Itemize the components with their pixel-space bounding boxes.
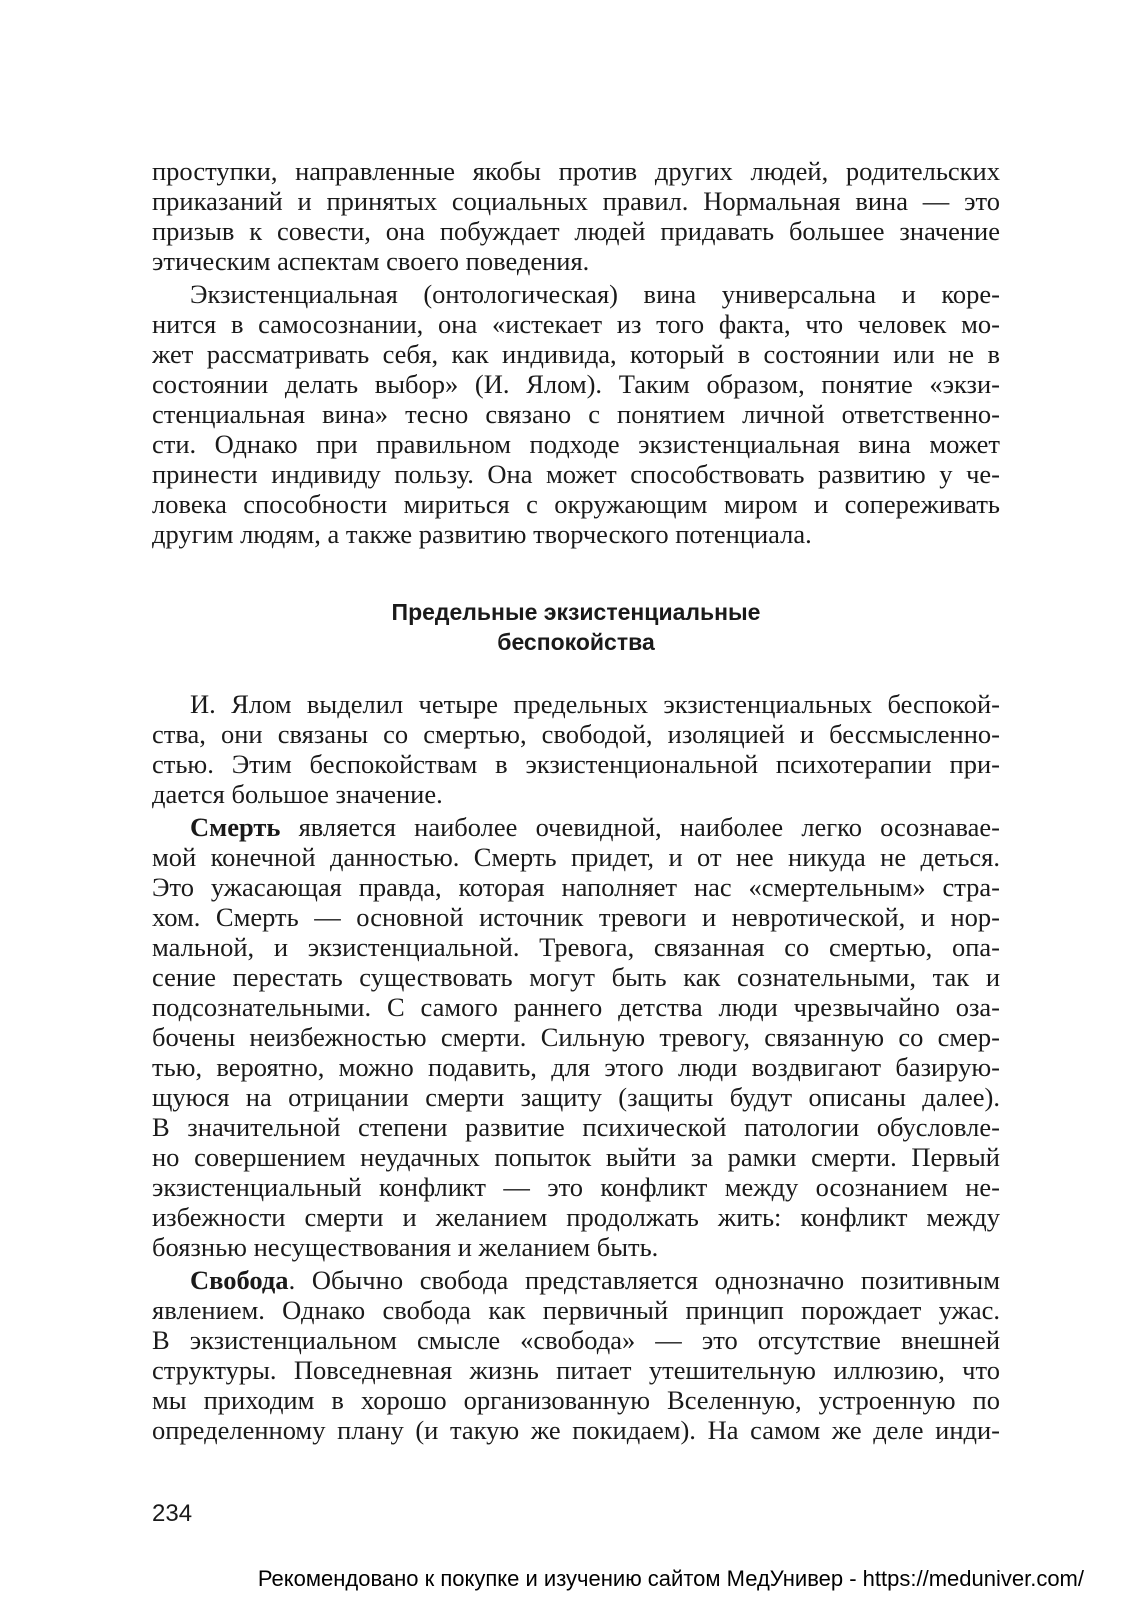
page-number: 234 — [152, 1500, 193, 1527]
text-line: дается большое значение. — [152, 779, 443, 809]
text-line: мы приходим в хорошо организованную Вселенную, устроенную по — [152, 1385, 1000, 1415]
text-line: жет рассматривать себя, как индивида, который в состоянии или не в — [152, 339, 1000, 369]
page-body — [152, 156, 1000, 1448]
text-line: ства, они связаны со смертью, свободой, изоляцией и бессмысленно- — [152, 719, 1000, 749]
text-line: И. Ялом выделил четыре предельных экзистенциальных беспокой- — [190, 689, 1000, 719]
text-line: другим людям, а также развитию творческого потенциала. — [152, 519, 812, 549]
text-line: стенциальная вина» тесно связано с понятием личной ответственно- — [152, 399, 1000, 429]
text-line: сти. Однако при правильном подходе экзистенциальная вина может — [152, 429, 1000, 459]
text-line-rest: . Обычно свобода представляется однозначно позитивным — [288, 1265, 1000, 1295]
text-line: проступки, направленные якобы против других людей, родительских — [152, 156, 1000, 186]
text-line: В значительной степени развитие психической патологии обусловле- — [152, 1112, 1000, 1142]
term-death: Смерть — [190, 812, 281, 842]
text-line: этическим аспектам своего поведения. — [152, 246, 590, 276]
text-line: нится в самосознании, она «истекает из того факта, что человек мо- — [152, 309, 1000, 339]
section-heading-line-1: Предельные экзистенциальные — [391, 599, 761, 625]
text-line: принести индивиду пользу. Она может способствовать развитию у че- — [152, 459, 1000, 489]
text-line: подсознательными. С самого раннего детства люди чрезвычайно оза- — [152, 992, 1000, 1022]
text-line: мальной, и экзистенциальной. Тревога, связанная со смертью, опа- — [152, 932, 1000, 962]
text-line: В экзистенциальном смысле «свобода» — это отсутствие внешней — [152, 1325, 1000, 1355]
text-line: структуры. Повседневная жизнь питает утешительную иллюзию, что — [152, 1355, 1000, 1385]
text-line: Это ужасающая правда, которая наполняет нас «смертельным» стра- — [152, 872, 1000, 902]
text-line: стью. Этим беспокойствам в экзистенциональной психотерапии при- — [152, 749, 1000, 779]
text-line: ловека способности мириться с окружающим миром и сопереживать — [152, 489, 1000, 519]
text-line: бочены неизбежностью смерти. Сильную тревогу, связанную со смер- — [152, 1022, 1000, 1052]
section-heading — [152, 597, 1000, 657]
text-line: определенному плану (и такую же покидаем). На самом же деле инди- — [152, 1415, 1000, 1445]
text-line: но совершением неудачных попыток выйти за рамки смерти. Первый — [152, 1142, 1000, 1172]
text-line: хом. Смерть — основной источник тревоги и невротической, и нор- — [152, 902, 1000, 932]
paragraph-yalom-concerns — [152, 689, 1000, 809]
text-line: экзистенциальный конфликт — это конфликт между осознанием не- — [152, 1172, 1000, 1202]
text-line: состоянии делать выбор» (И. Ялом). Таким образом, понятие «экзи- — [152, 369, 1000, 399]
paragraph-existential-guilt — [152, 279, 1000, 549]
paragraph-death — [152, 812, 1000, 1262]
text-line: боязнью несуществования и желанием быть. — [152, 1232, 659, 1262]
text-line: явлением. Однако свобода как первичный принцип порождает ужас. — [152, 1295, 1000, 1325]
text-line — [152, 1265, 1000, 1295]
text-line: тью, вероятно, можно подавить, для этого люди воздвигают базирую- — [152, 1052, 1000, 1082]
paragraph-normal-guilt — [152, 156, 1000, 276]
text-line — [152, 812, 1000, 842]
text-line-rest: является наиболее очевидной, наиболее легко осознавае- — [280, 812, 1000, 842]
text-line: сение перестать существовать могут быть как сознательными, так и — [152, 962, 1000, 992]
section-heading-line-2: беспокойства — [497, 629, 655, 655]
text-line: Экзистенциальная (онтологическая) вина универсальна и коре- — [190, 279, 1000, 309]
text-line: щуюся на отрицании смерти защиту (защиты будут описаны далее). — [152, 1082, 1000, 1112]
text-line: приказаний и принятых социальных правил. Нормальная вина — это — [152, 186, 1000, 216]
term-freedom: Свобода — [190, 1265, 289, 1295]
paragraph-freedom — [152, 1265, 1000, 1445]
text-line: избежности смерти и желанием продолжать жить: конфликт между — [152, 1202, 1000, 1232]
text-line: мой конечной данностью. Смерть придет, и от нее никуда не деться. — [152, 842, 1000, 872]
footer-recommendation: Рекомендовано к покупке и изучению сайтом МедУнивер - https://meduniver.com/ — [257, 1566, 1084, 1591]
text-line: призыв к совести, она побуждает людей придавать большее значение — [152, 216, 1000, 246]
